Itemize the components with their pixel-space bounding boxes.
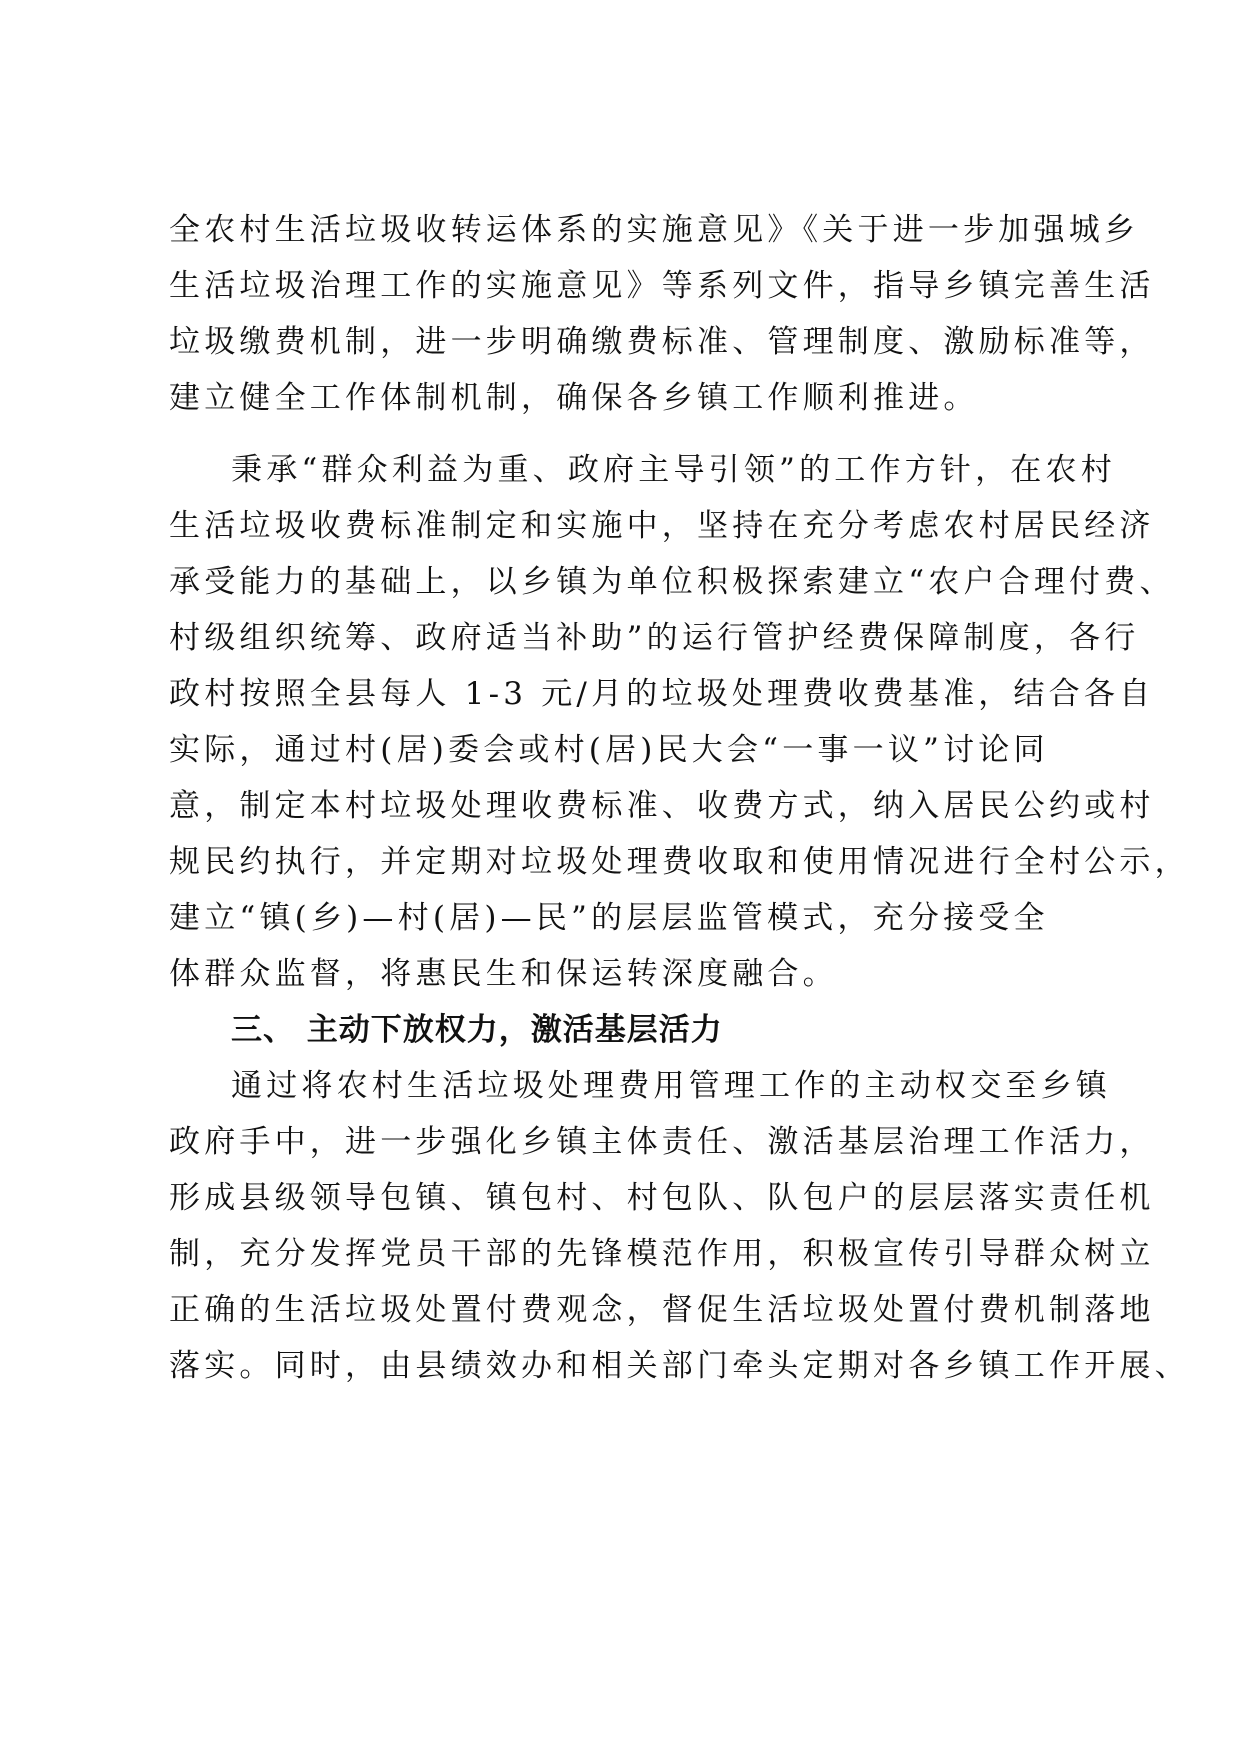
paragraph-2-line-6: 实际，通过村(居)委会或村(居)民大会“一事一议”讨论同 xyxy=(169,732,1049,768)
paragraph-3-line-6: 落实。同时，由县绩效办和相关部门牵头定期对各乡镇工作开展、 xyxy=(169,1348,1190,1384)
paragraph-3-line-4: 制，充分发挥党员干部的先锋模范作用，积极宣传引导群众树立 xyxy=(169,1236,1155,1272)
paragraph-2-line-1: 秉承“群众利益为重、政府主导引领”的工作方针，在农村 xyxy=(231,452,1116,488)
paragraph-2-line-9: 建立“镇(乡)—村(居)—民”的层层监管模式，充分接受全 xyxy=(169,900,1049,936)
paragraph-2-line-10: 体群众监督，将惠民生和保运转深度融合。 xyxy=(169,956,838,992)
paragraph-1-line-2: 生活垃圾治理工作的实施意见》等系列文件，指导乡镇完善生活 xyxy=(169,268,1155,304)
paragraph-2-line-2: 生活垃圾收费标准制定和实施中，坚持在充分考虑农村居民经济 xyxy=(169,508,1155,544)
paragraph-1-line-4: 建立健全工作体制机制，确保各乡镇工作顺利推进。 xyxy=(169,380,979,416)
paragraph-3-line-1: 通过将农村生活垃圾处理费用管理工作的主动权交至乡镇 xyxy=(231,1068,1111,1104)
paragraph-2-line-4: 村级组织统筹、政府适当补助”的运行管护经费保障制度，各行 xyxy=(169,620,1140,656)
paragraph-2-line-3: 承受能力的基础上，以乡镇为单位积极探索建立“农户合理付费、 xyxy=(169,564,1175,600)
paragraph-2-line-7: 意，制定本村垃圾处理收费标准、收费方式，纳入居民公约或村 xyxy=(169,788,1155,824)
paragraph-3-line-2: 政府手中，进一步强化乡镇主体责任、激活基层治理工作活力， xyxy=(169,1124,1155,1160)
paragraph-1-line-1: 全农村生活垃圾收转运体系的实施意见》《关于进一步加强城乡 xyxy=(169,212,1140,248)
paragraph-2-line-5: 政村按照全县每人 1-3 元/月的垃圾处理费收费基准，结合各自 xyxy=(169,676,1155,712)
paragraph-1-line-3: 垃圾缴费机制，进一步明确缴费标准、管理制度、激励标准等， xyxy=(169,324,1155,360)
section-heading: 三、 主动下放权力，激活基层活力 xyxy=(231,1012,723,1048)
paragraph-3-line-5: 正确的生活垃圾处置付费观念，督促生活垃圾处置付费机制落地 xyxy=(169,1292,1155,1328)
paragraph-3-line-3: 形成县级领导包镇、镇包村、村包队、队包户的层层落实责任机 xyxy=(169,1180,1155,1216)
paragraph-2-line-8: 规民约执行，并定期对垃圾处理费收取和使用情况进行全村公示， xyxy=(169,844,1190,880)
